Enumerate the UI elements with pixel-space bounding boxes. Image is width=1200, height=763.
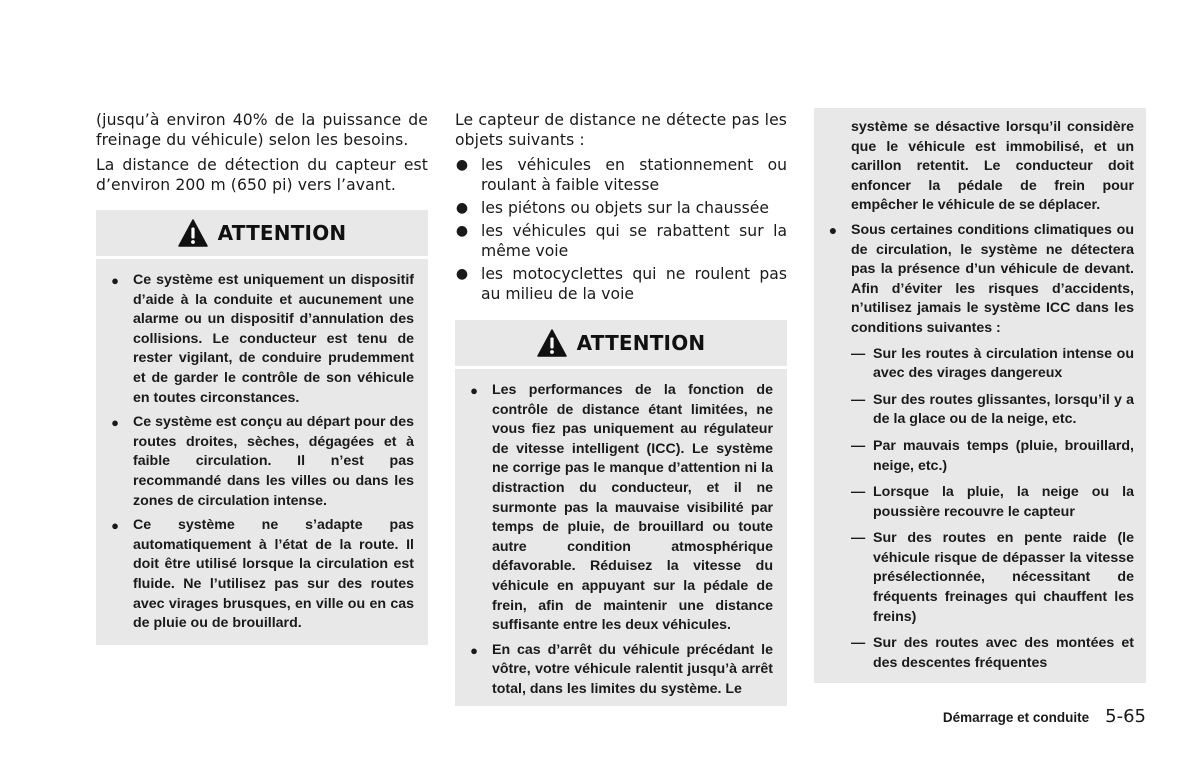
warning-list — [96, 259, 428, 645]
warning-item-text: Sous certaines conditions climatiques ou de circulation, le système ne détectera pas la présence d’un véhicule de devant. Afin d’éviter les risques d’accidents, n’utilisez jamais le système ICC dans les conditions suivantes : — [851, 221, 1134, 336]
condition-text: Sur des routes en pente raide (le véhicule risque de dépasser la vitesse présélectionnée, nécessitant de fréquents freinages qui chauffent les freins) — [873, 530, 1134, 625]
condition-item — [851, 483, 1134, 522]
list-item-text: les piétons ou objets sur la chaussée — [481, 199, 769, 217]
bullet: ● — [111, 273, 119, 288]
dash: — — [851, 345, 866, 362]
condition-text: Sur les routes à circulation intense ou avec des virages dangereux — [873, 345, 1134, 382]
warning-item — [108, 413, 414, 511]
bullet: ● — [455, 266, 469, 282]
condition-item — [851, 345, 1134, 384]
bullet: ● — [455, 200, 469, 216]
warning-item-text: Les performances de la fonction de contrôle de distance étant limitées, ne vous fiez pas uniquement au régulateur de vitesse intelligent (ICC). Le système ne corrige pas le manque d’attention ni la distraction du conducteur, et il ne surmonte pas la mauvaise visibilité par temps de pluie, de brouillard ou toute autre condition atmosphérique défavorable. Réduisez la vitesse du véhicule en appuyant sur la pédale de frein, afin de maintenir une distance suffisante entre les deux véhicules. — [492, 382, 773, 634]
page-footer — [943, 706, 1146, 727]
bullet: ● — [470, 642, 478, 658]
bullet: ● — [111, 415, 119, 431]
list-item-text: les véhicules en stationnement ou roulant à faible vitesse — [481, 156, 787, 194]
warning-box — [455, 320, 787, 706]
condition-item — [851, 529, 1134, 627]
warning-triangle-icon — [537, 329, 567, 357]
warning-box-continued — [814, 108, 1146, 683]
dash: — — [851, 484, 866, 501]
warning-item-text: Ce système est uniquement un dispositif d’aide à la conduite et aucunement une alarme ou un dispositif d’annulation des collisions. Le conducteur est tenu de rester vigilant, de conduire prudemment et de garder le contrôle de son véhicule en toutes circonstances. — [133, 272, 414, 406]
warning-header — [455, 320, 787, 369]
list-item-text: les véhicules qui se rabattent sur la même voie — [481, 222, 787, 260]
warning-item-text: En cas d’arrêt du véhicule précédant le vôtre, votre véhicule ralentit jusqu’à arrêt total, dans les limites du système. Le — [492, 641, 773, 697]
warning-title: ATTENTION — [217, 221, 347, 245]
warning-item — [467, 641, 773, 700]
column-1 — [96, 110, 428, 645]
bullet: ● — [470, 383, 478, 398]
warning-item-text: Ce système ne s’adapte pas automatiquement à l’état de la route. Il doit être utilisé lorsque la circulation est fluide. Ne l’utilisez pas sur des routes avec virages brusques, en ville ou en cas de pluie ou de brouillard. — [133, 517, 414, 632]
warning-triangle-icon — [178, 219, 208, 247]
page-number: 5-65 — [1105, 706, 1146, 727]
dash: — — [851, 437, 866, 454]
warning-item — [108, 516, 414, 634]
warning-list — [826, 221, 1134, 673]
warning-item-text: Ce système est conçu au départ pour des routes droites, sèches, dégagées et à faible circulation. Il n’est pas recommandé dans les villes ou dans les zones de circulation intense. — [133, 414, 414, 509]
list-item — [455, 198, 787, 218]
bullet: ● — [455, 157, 469, 173]
list-item — [455, 264, 787, 304]
condition-text: Lorsque la pluie, la neige ou la poussière recouvre le capteur — [873, 484, 1134, 520]
objects-list — [455, 155, 787, 304]
warning-item — [108, 271, 414, 408]
column-3 — [814, 108, 1146, 683]
dash: — — [851, 391, 866, 408]
warning-item — [826, 221, 1134, 673]
warning-header — [96, 210, 428, 259]
warning-box — [96, 210, 428, 645]
list-item — [455, 221, 787, 261]
dash: — — [851, 635, 866, 652]
list-item-text: les motocyclettes qui ne roulent pas au milieu de la voie — [481, 265, 787, 303]
condition-text: Sur des routes avec des montées et des descentes fréquentes — [873, 635, 1134, 671]
condition-text: Sur des routes glissantes, lorsqu’il y a de la glace ou de la neige, etc. — [873, 391, 1134, 428]
bullet: ● — [111, 518, 119, 534]
column-2 — [455, 110, 787, 706]
continued-text: système se désactive lorsqu’il considère que le véhicule est immobilisé, et un carillon retentit. Le conducteur doit enfoncer la pédale de frein pour empêcher le véhicule de se déplacer. — [851, 119, 1134, 214]
dash: — — [851, 530, 866, 547]
condition-item — [851, 437, 1134, 476]
list-item — [455, 155, 787, 195]
condition-item — [851, 634, 1134, 673]
warning-list — [455, 369, 787, 706]
body-paragraph: La distance de détection du capteur est d’environ 200 m (650 pi) vers l’avant. — [96, 156, 428, 194]
bullet: ● — [455, 223, 469, 239]
conditions-list — [851, 345, 1134, 674]
section-title: Démarrage et conduite — [942, 710, 1090, 725]
condition-item — [851, 391, 1134, 430]
intro-paragraph: Le capteur de distance ne détecte pas les objets suivants : — [455, 111, 787, 149]
condition-text: Par mauvais temps (pluie, brouillard, neige, etc.) — [873, 437, 1134, 474]
warning-item — [467, 381, 773, 636]
bullet: ● — [828, 221, 838, 238]
body-paragraph: (jusqu’à environ 40% de la puissance de freinage du véhicule) selon les besoins. — [96, 111, 428, 149]
warning-title: ATTENTION — [576, 331, 706, 355]
